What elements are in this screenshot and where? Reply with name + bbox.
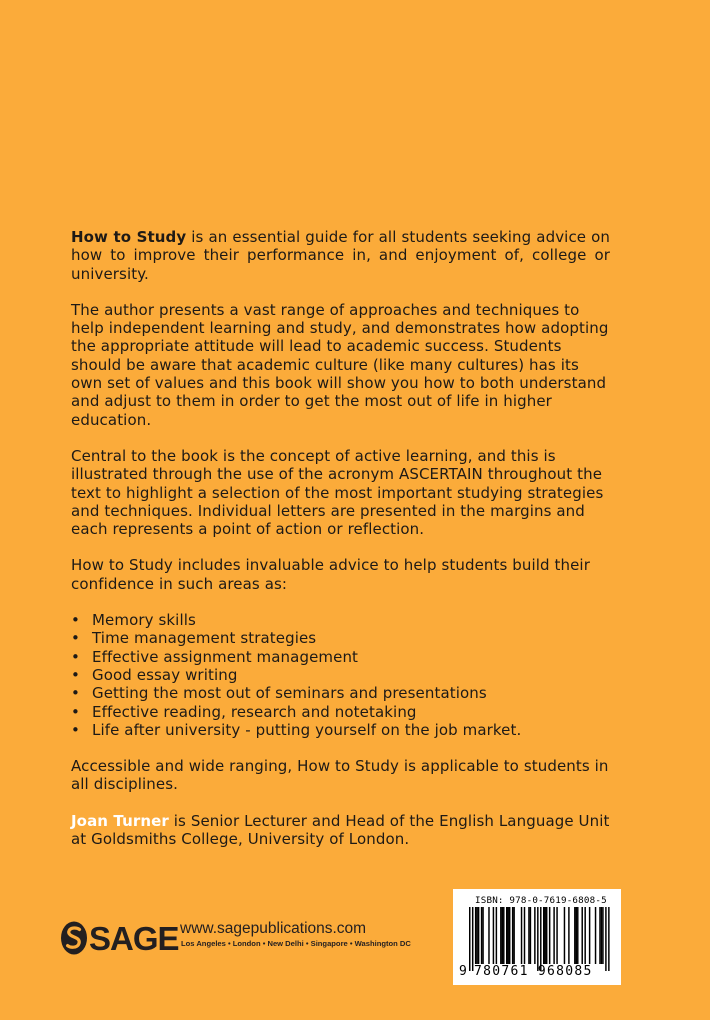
barcode-bar bbox=[500, 907, 501, 964]
barcode-bar bbox=[472, 907, 473, 971]
barcode-bar bbox=[509, 907, 510, 964]
book-title: How to Study bbox=[71, 228, 187, 246]
barcode-bar bbox=[574, 907, 575, 964]
bullet-icon: • bbox=[71, 720, 80, 739]
barcode-bar bbox=[546, 907, 547, 964]
author-bio-text: is Senior Lecturer and Head of the English Language Unit at Goldsmiths College, University of London. bbox=[71, 811, 610, 849]
author-name: Joan Turner bbox=[71, 811, 169, 830]
bullet-icon: • bbox=[71, 629, 80, 648]
closing-paragraph: Accessible and wide ranging, How to Study is applicable to students in all disciplines. bbox=[71, 757, 609, 794]
isbn-label: ISBN: 978-0-7619-6808-5 bbox=[475, 895, 607, 906]
list-item bbox=[71, 684, 610, 702]
barcode-bar bbox=[502, 907, 503, 964]
barcode-bar bbox=[581, 907, 582, 964]
barcode-bar bbox=[482, 907, 483, 964]
barcode-bar bbox=[605, 907, 606, 971]
list-item bbox=[71, 648, 610, 666]
list-item bbox=[71, 629, 610, 647]
back-cover-copy bbox=[71, 228, 610, 866]
barcode-bar bbox=[488, 907, 489, 964]
barcode-bar bbox=[528, 907, 529, 964]
bullet-icon: • bbox=[71, 611, 80, 630]
barcode-bar bbox=[599, 907, 600, 964]
barcode-bar bbox=[568, 907, 569, 964]
barcode-bar bbox=[507, 907, 508, 964]
list-item-text: Life after university - putting yourself on the job market. bbox=[92, 720, 522, 739]
list-item bbox=[71, 666, 610, 684]
barcode-bar bbox=[564, 907, 565, 964]
barcode-bar bbox=[478, 907, 479, 964]
barcode-bar bbox=[577, 907, 578, 964]
isbn-barcode bbox=[453, 889, 621, 985]
barcode-bar bbox=[530, 907, 531, 964]
list-item-text: Good essay writing bbox=[92, 665, 238, 684]
sage-s-circle-icon bbox=[60, 920, 88, 956]
advice-intro-paragraph: How to Study includes invaluable advice to help students build their confidence in such areas as: bbox=[71, 556, 590, 593]
barcode-bar bbox=[549, 907, 550, 964]
barcode-bar bbox=[553, 907, 554, 964]
bullet-icon: • bbox=[71, 702, 80, 721]
barcode-bar bbox=[589, 907, 590, 964]
bullet-icon: • bbox=[71, 647, 80, 666]
barcode-bar bbox=[503, 907, 504, 964]
list-item bbox=[71, 721, 610, 739]
list-item bbox=[71, 611, 610, 629]
bullet-icon: • bbox=[71, 665, 80, 684]
list-item-text: Getting the most out of seminars and presentations bbox=[92, 684, 487, 703]
bullet-icon: • bbox=[71, 684, 80, 703]
barcode-bar bbox=[601, 907, 602, 964]
barcode-bar bbox=[602, 907, 603, 964]
sage-logo bbox=[60, 918, 179, 958]
barcode-bar bbox=[524, 907, 525, 964]
barcode-bar bbox=[513, 907, 514, 964]
barcode-bar bbox=[469, 907, 470, 971]
list-item-text: Effective assignment management bbox=[92, 647, 359, 666]
list-item-text: Memory skills bbox=[92, 611, 196, 630]
sage-wordmark: SAGE bbox=[89, 919, 179, 957]
barcode-bar bbox=[540, 907, 541, 971]
list-item-text: Effective reading, research and notetaking bbox=[92, 702, 417, 721]
list-item-text: Time management strategies bbox=[92, 629, 317, 648]
barcode-bar bbox=[608, 907, 609, 971]
barcode-bar bbox=[595, 907, 596, 964]
barcode-bar bbox=[543, 907, 544, 964]
barcode-bar bbox=[506, 907, 507, 964]
author-bio bbox=[71, 812, 610, 849]
barcode-bar bbox=[481, 907, 482, 964]
topics-list bbox=[71, 611, 610, 739]
barcode-bar bbox=[534, 907, 535, 964]
barcode-bar bbox=[512, 907, 513, 964]
ean-first-digit: 9 bbox=[459, 964, 467, 979]
barcode-bar bbox=[476, 907, 477, 964]
active-learning-paragraph: Central to the book is the concept of active learning, and this is illustrated through the use of the acronym ASCERTAIN throughout the text to highlight a selection of the most important studying strategies and techniques. Individual letters are presented in the margins and each represents a point of action or reflection. bbox=[71, 446, 604, 539]
barcode-bar bbox=[493, 907, 494, 964]
barcode-bar bbox=[584, 907, 585, 964]
barcode-bar bbox=[475, 907, 476, 964]
barcode-bar bbox=[521, 907, 522, 964]
publisher-url: www.sagepublications.com bbox=[180, 920, 367, 937]
barcode-bar bbox=[496, 907, 497, 964]
description-paragraph: The author presents a vast range of approaches and techniques to help independent learning and study, and demonstrates how adopting the appropriate attitude will lead to academic success. Students should be aware that academic culture (like many cultures) has its own set of values and this book will show you how to both understand and adjust to them in order to get the most out of life in higher education. bbox=[71, 300, 609, 429]
barcode-bar bbox=[556, 907, 557, 964]
list-item bbox=[71, 703, 610, 721]
intro-text: is an essential guide for all students seeking advice on how to improve their performance in, and enjoyment of, college or university. bbox=[71, 228, 610, 283]
barcode-bar bbox=[544, 907, 545, 964]
intro-paragraph bbox=[71, 228, 610, 283]
barcode-bar bbox=[576, 907, 577, 964]
ean-digits: 780761 968085 bbox=[474, 964, 593, 979]
publisher-cities: Los Angeles • London • New Delhi • Singapore • Washington DC bbox=[181, 939, 411, 948]
barcode-bar bbox=[537, 907, 538, 971]
